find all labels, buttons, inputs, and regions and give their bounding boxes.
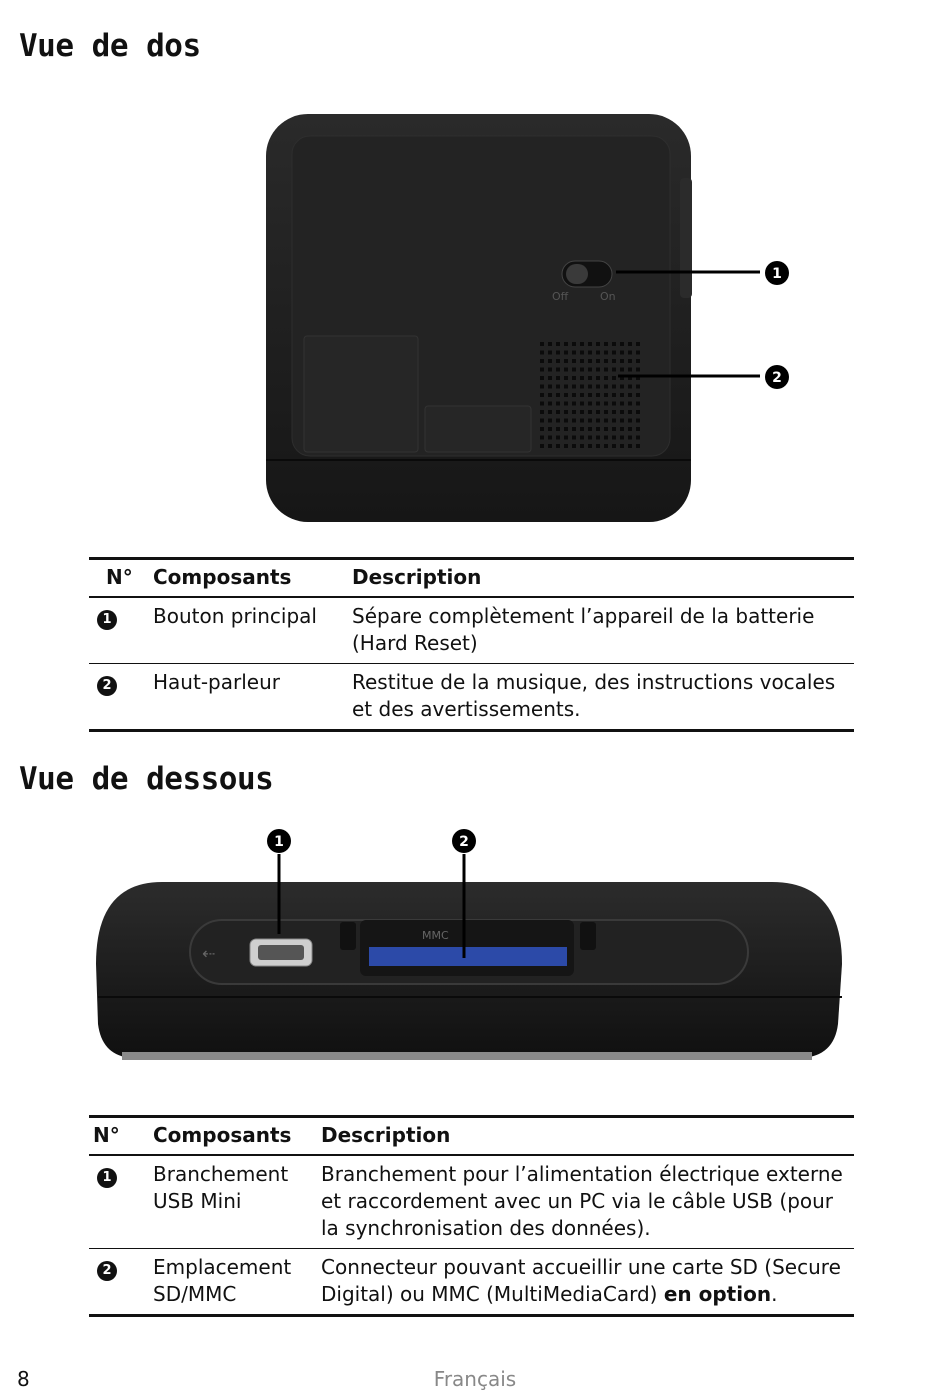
header-components: Composants [153, 1123, 292, 1147]
page-number: 8 [17, 1367, 30, 1391]
switch-label-off: Off [552, 290, 569, 303]
row-number-badge: 1 [97, 1168, 117, 1188]
description-emphasis: en option [663, 1282, 772, 1306]
component-name: Bouton principal [153, 604, 317, 628]
table-row [89, 1155, 854, 1249]
callout-back-1: 1 [772, 266, 782, 282]
callout-bottom-1: 1 [274, 834, 284, 850]
description-end: . [771, 1282, 778, 1306]
table-header-row [89, 559, 854, 598]
section-title-back: Vue de dos [19, 28, 201, 64]
component-name: Branchement USB Mini [153, 1162, 289, 1213]
component-description: Sépare complètement l’appareil de la batterie (Hard Reset) [352, 604, 815, 655]
table-row [89, 1249, 854, 1316]
footer-language: Français [433, 1367, 517, 1391]
component-name: Emplacement SD/MMC [153, 1255, 292, 1306]
description-text: Connecteur pouvant accueillir une carte SD (Secure Digital) ou MMC (MultiMediaCard) [321, 1255, 841, 1306]
component-name: Haut-parleur [153, 670, 280, 694]
row-number-badge: 2 [97, 1261, 117, 1281]
header-components: Composants [153, 565, 292, 589]
section-title-bottom: Vue de dessous [19, 761, 274, 797]
header-description: Description [352, 565, 482, 589]
bottom-components-table [89, 1115, 854, 1317]
component-description: Restitue de la musique, des instructions vocales et des avertissements. [352, 670, 836, 721]
device-back-image [260, 108, 800, 528]
back-components-table [89, 557, 854, 732]
header-description: Description [321, 1123, 451, 1147]
callout-back-2: 2 [772, 370, 782, 386]
row-number-badge: 1 [97, 610, 117, 630]
switch-label-on: On [600, 290, 616, 303]
header-number: N° [106, 565, 133, 589]
slot-label: MMC [422, 929, 449, 942]
component-description: Branchement pour l’alimentation électrique externe et raccordement avec un PC via le câble USB (pour la synchronisation des données). [321, 1162, 843, 1240]
svg-text:⇠: ⇠ [202, 944, 216, 963]
table-header-row [89, 1117, 854, 1156]
callout-bottom-2: 2 [459, 834, 469, 850]
table-row [89, 597, 854, 664]
component-description [321, 1249, 854, 1316]
table-row [89, 664, 854, 731]
header-number: N° [93, 1123, 120, 1147]
row-number-badge: 2 [97, 676, 117, 696]
device-bottom-image [92, 824, 852, 1074]
